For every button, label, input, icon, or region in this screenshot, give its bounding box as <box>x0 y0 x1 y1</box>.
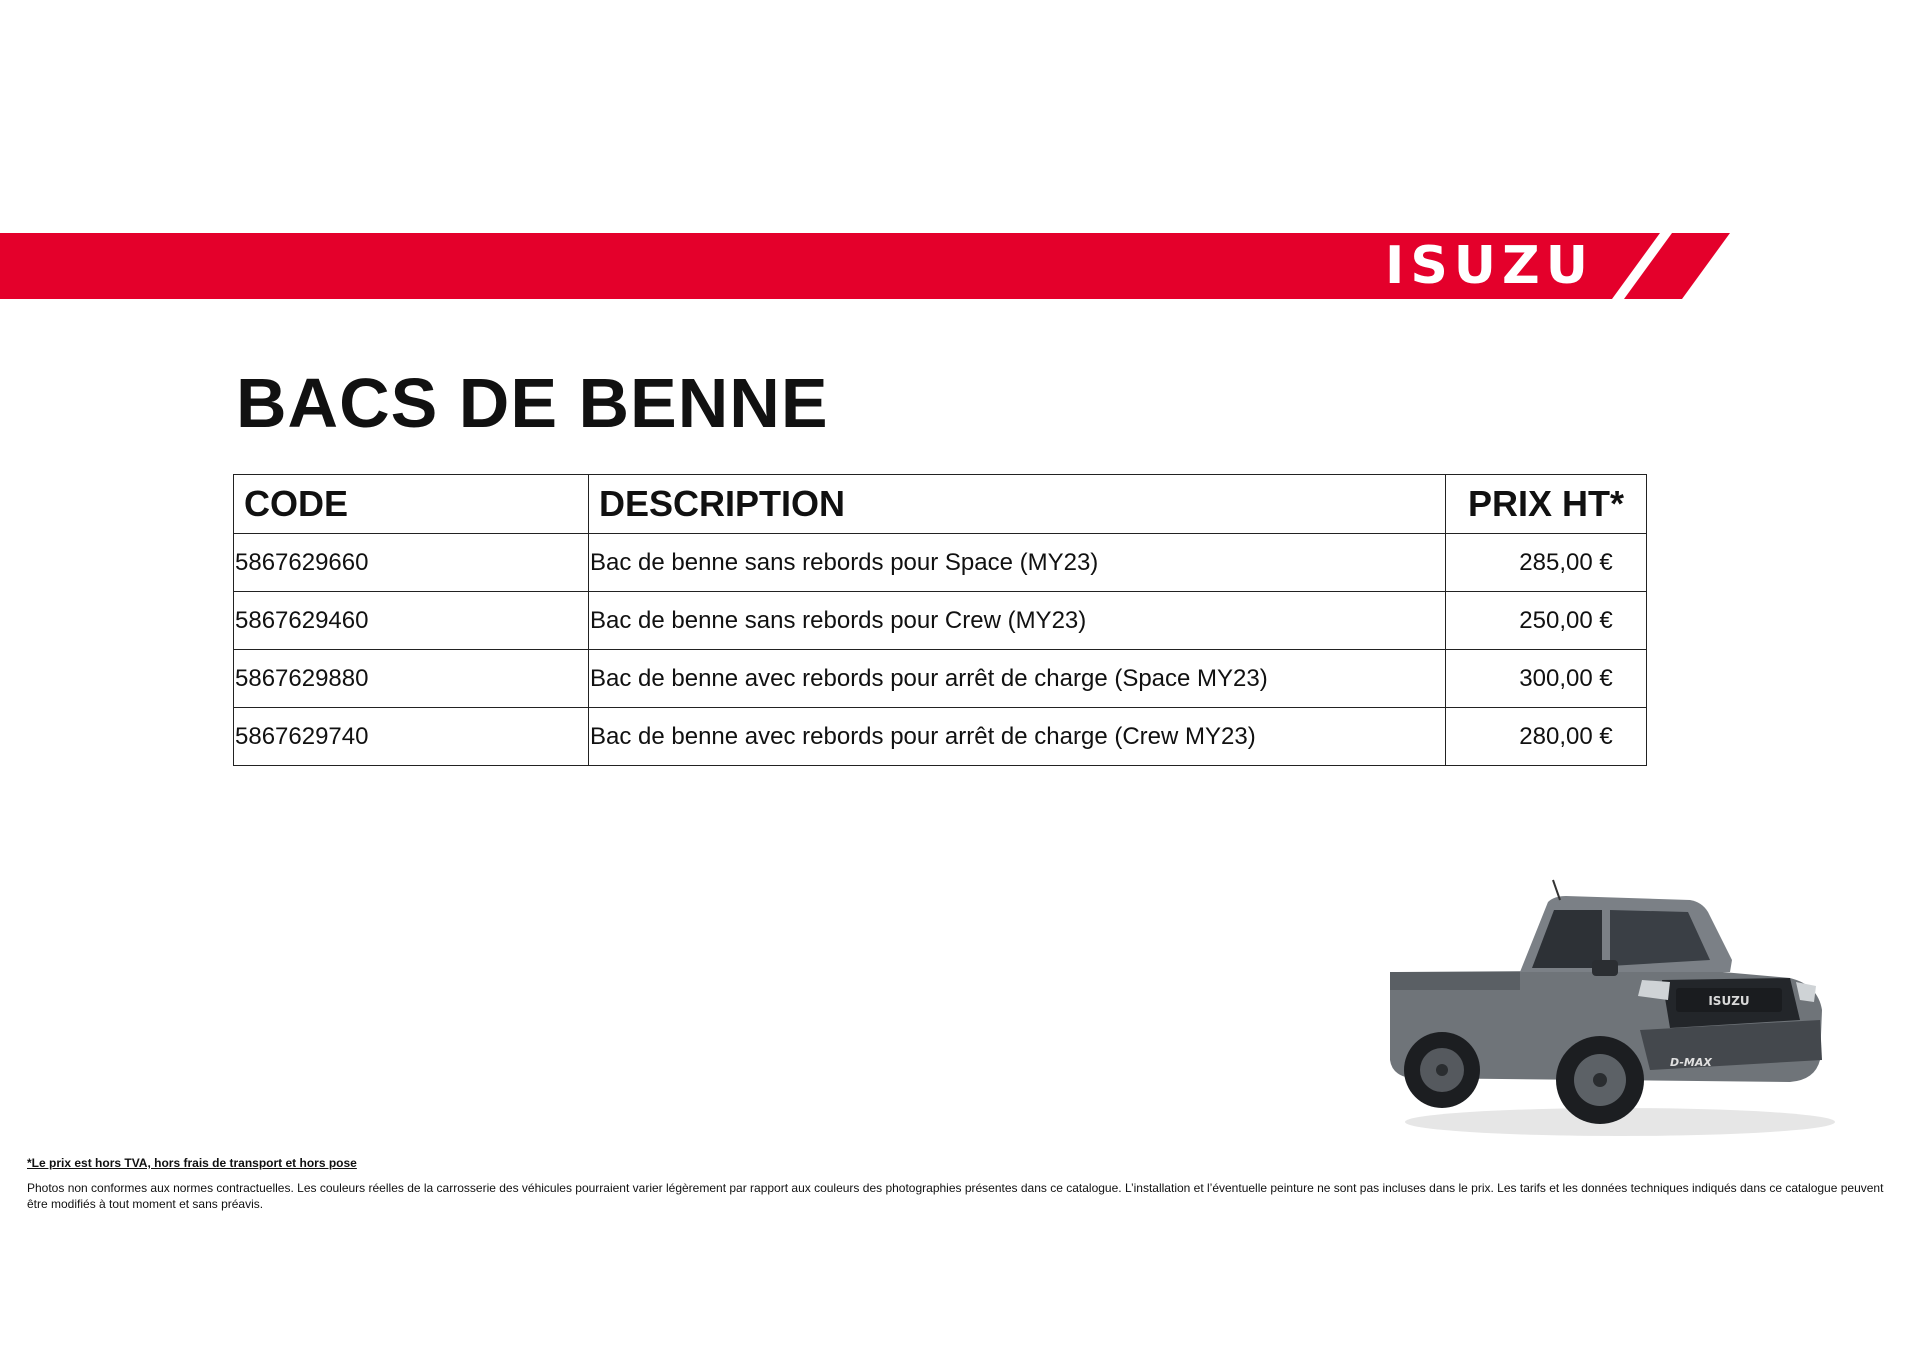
grille-badge: ISUZU <box>1708 994 1750 1008</box>
price-footnote: *Le prix est hors TVA, hors frais de transport et hors pose <box>27 1156 357 1170</box>
header-price: PRIX HT* <box>1446 475 1647 534</box>
cell-code: 5867629660 <box>234 534 589 592</box>
cell-code: 5867629740 <box>234 708 589 766</box>
header-code: CODE <box>234 475 589 534</box>
cell-price: 250,00 € <box>1446 592 1647 650</box>
table-row <box>234 534 1647 592</box>
cell-code: 5867629880 <box>234 650 589 708</box>
disclaimer-text: Photos non conformes aux normes contractuelles. Les couleurs réelles de la carrosserie des véhicules pourraient varier légèrement par rapport aux couleurs des photographies présentes dans ce catalogue. L’installation et l’éventuelle peinture ne sont pas incluses dans le prix. Les tarifs et les données techniques indiqués dans ce catalogue peuvent être modifiés à tout moment et sans préavis. <box>27 1181 1884 1211</box>
cell-description: Bac de benne sans rebords pour Space (MY23) <box>589 534 1446 592</box>
brand-band <box>0 233 1355 299</box>
cell-code: 5867629460 <box>234 592 589 650</box>
cell-description: Bac de benne sans rebords pour Crew (MY23) <box>589 592 1446 650</box>
table-header-row <box>234 475 1647 534</box>
model-badge: D-MAX <box>1670 1056 1712 1069</box>
price-table <box>233 474 1647 766</box>
cell-price: 280,00 € <box>1446 708 1647 766</box>
cell-description: Bac de benne avec rebords pour arrêt de charge (Space MY23) <box>589 650 1446 708</box>
isuzu-logo[interactable]: ISUZU <box>1385 236 1594 296</box>
table-row <box>234 592 1647 650</box>
cell-description: Bac de benne avec rebords pour arrêt de charge (Crew MY23) <box>589 708 1446 766</box>
cell-price: 300,00 € <box>1446 650 1647 708</box>
page-title: BACS DE BENNE <box>236 364 829 442</box>
table-row <box>234 650 1647 708</box>
pickup-truck-image <box>1370 860 1840 1140</box>
cell-price: 285,00 € <box>1446 534 1647 592</box>
table-row <box>234 708 1647 766</box>
header-description: DESCRIPTION <box>589 475 1446 534</box>
